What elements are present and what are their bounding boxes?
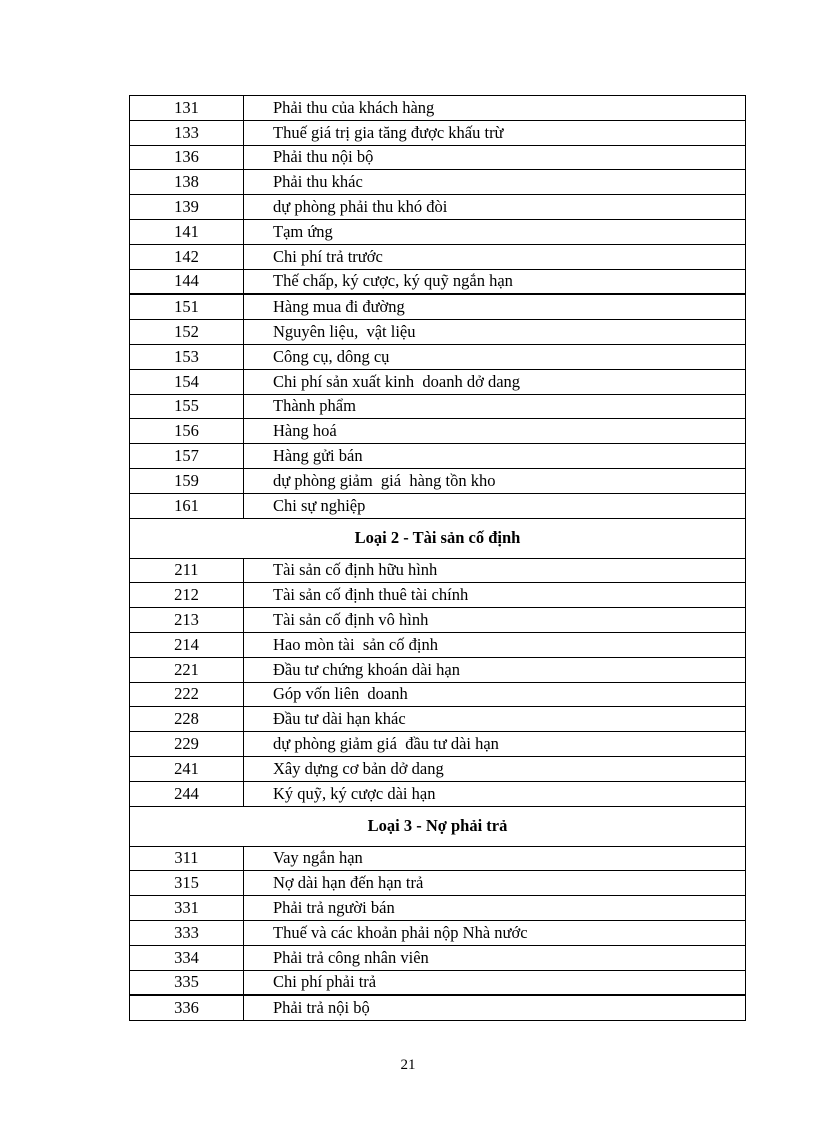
section-heading: Loại 2 - Tài sản cố định [130, 518, 746, 558]
account-name: Hàng hoá [244, 419, 746, 444]
account-name: Chi phí sản xuất kinh doanh dở dang [244, 369, 746, 394]
page-number: 21 [400, 1057, 416, 1073]
account-code: 336 [130, 995, 244, 1020]
table-row [130, 682, 746, 707]
account-code: 139 [130, 195, 244, 220]
account-code: 213 [130, 608, 244, 633]
section-heading-row [130, 806, 746, 846]
table-row [130, 96, 746, 121]
account-code: 212 [130, 583, 244, 608]
account-code: 221 [130, 657, 244, 682]
table-row [130, 170, 746, 195]
account-code: 211 [130, 558, 244, 583]
account-code: 142 [130, 244, 244, 269]
account-code: 156 [130, 419, 244, 444]
account-code: 131 [130, 96, 244, 121]
table-row [130, 195, 746, 220]
table-row [130, 583, 746, 608]
account-code: 155 [130, 394, 244, 419]
account-name: Thuế và các khoản phải nộp Nhà nước [244, 920, 746, 945]
table-row [130, 781, 746, 806]
table-row [130, 468, 746, 493]
account-code: 152 [130, 320, 244, 345]
table-row [130, 995, 746, 1020]
account-code: 335 [130, 970, 244, 995]
table-row [130, 269, 746, 294]
account-code: 159 [130, 468, 244, 493]
account-code: 241 [130, 756, 244, 781]
account-name: Hàng gửi bán [244, 444, 746, 469]
account-code: 222 [130, 682, 244, 707]
table-row [130, 732, 746, 757]
table-row [130, 846, 746, 871]
table-row [130, 657, 746, 682]
account-name: Phải trả công nhân viên [244, 945, 746, 970]
account-code: 214 [130, 632, 244, 657]
account-name: Thuế giá trị gia tăng được khấu trừ [244, 120, 746, 145]
account-code: 144 [130, 269, 244, 294]
account-code: 157 [130, 444, 244, 469]
account-name: Đầu tư dài hạn khác [244, 707, 746, 732]
table-row [130, 632, 746, 657]
table-row [130, 707, 746, 732]
account-code: 311 [130, 846, 244, 871]
account-code: 133 [130, 120, 244, 145]
table-row [130, 444, 746, 469]
account-name: Tài sản cố định hữu hình [244, 558, 746, 583]
account-code: 154 [130, 369, 244, 394]
table-row [130, 244, 746, 269]
account-code: 161 [130, 493, 244, 518]
account-code: 138 [130, 170, 244, 195]
account-code: 244 [130, 781, 244, 806]
table-row [130, 294, 746, 319]
account-name: Nợ dài hạn đến hạn trả [244, 871, 746, 896]
table-row [130, 920, 746, 945]
account-name: Xây dựng cơ bản dở dang [244, 756, 746, 781]
account-name: dự phòng phải thu khó đòi [244, 195, 746, 220]
account-code: 153 [130, 344, 244, 369]
table-row [130, 419, 746, 444]
table-row [130, 219, 746, 244]
table-row [130, 369, 746, 394]
account-name: dự phòng giảm giá hàng tồn kho [244, 468, 746, 493]
account-name: Thế chấp, ký cược, ký quỹ ngắn hạn [244, 269, 746, 294]
account-name: Tạm ứng [244, 219, 746, 244]
table-row [130, 896, 746, 921]
account-name: Tài sản cố định vô hình [244, 608, 746, 633]
table-row [130, 493, 746, 518]
account-name: Chi phí trả trước [244, 244, 746, 269]
account-table [129, 95, 746, 1021]
account-name: Phải thu của khách hàng [244, 96, 746, 121]
account-code: 331 [130, 896, 244, 921]
account-code: 136 [130, 145, 244, 170]
account-name: Góp vốn liên doanh [244, 682, 746, 707]
account-code: 141 [130, 219, 244, 244]
account-name: Thành phẩm [244, 394, 746, 419]
account-name: Chi sự nghiệp [244, 493, 746, 518]
account-name: Hao mòn tài sản cố định [244, 632, 746, 657]
account-name: Ký quỹ, ký cược dài hạn [244, 781, 746, 806]
account-name: Phải thu khác [244, 170, 746, 195]
table-row [130, 394, 746, 419]
account-name: Vay ngắn hạn [244, 846, 746, 871]
account-name: Công cụ, dông cụ [244, 344, 746, 369]
account-name: Phải thu nội bộ [244, 145, 746, 170]
account-name: Hàng mua đi đường [244, 294, 746, 319]
account-name: Nguyên liệu, vật liệu [244, 320, 746, 345]
account-code: 228 [130, 707, 244, 732]
table-row [130, 871, 746, 896]
account-code: 229 [130, 732, 244, 757]
section-heading-row [130, 518, 746, 558]
section-heading: Loại 3 - Nợ phải trả [130, 806, 746, 846]
table-row [130, 320, 746, 345]
account-code: 333 [130, 920, 244, 945]
account-name: Chi phí phải trả [244, 970, 746, 995]
account-name: Phải trả người bán [244, 896, 746, 921]
account-code: 151 [130, 294, 244, 319]
table-row [130, 945, 746, 970]
table-row [130, 145, 746, 170]
account-name: dự phòng giảm giá đầu tư dài hạn [244, 732, 746, 757]
account-name: Phải trả nội bộ [244, 995, 746, 1020]
table-row [130, 558, 746, 583]
table-row [130, 756, 746, 781]
account-name: Tài sản cố định thuê tài chính [244, 583, 746, 608]
table-row [130, 608, 746, 633]
account-code: 315 [130, 871, 244, 896]
table-row [130, 344, 746, 369]
table-row [130, 120, 746, 145]
account-table-body [130, 96, 746, 1021]
account-code: 334 [130, 945, 244, 970]
table-row [130, 970, 746, 995]
account-name: Đầu tư chứng khoán dài hạn [244, 657, 746, 682]
